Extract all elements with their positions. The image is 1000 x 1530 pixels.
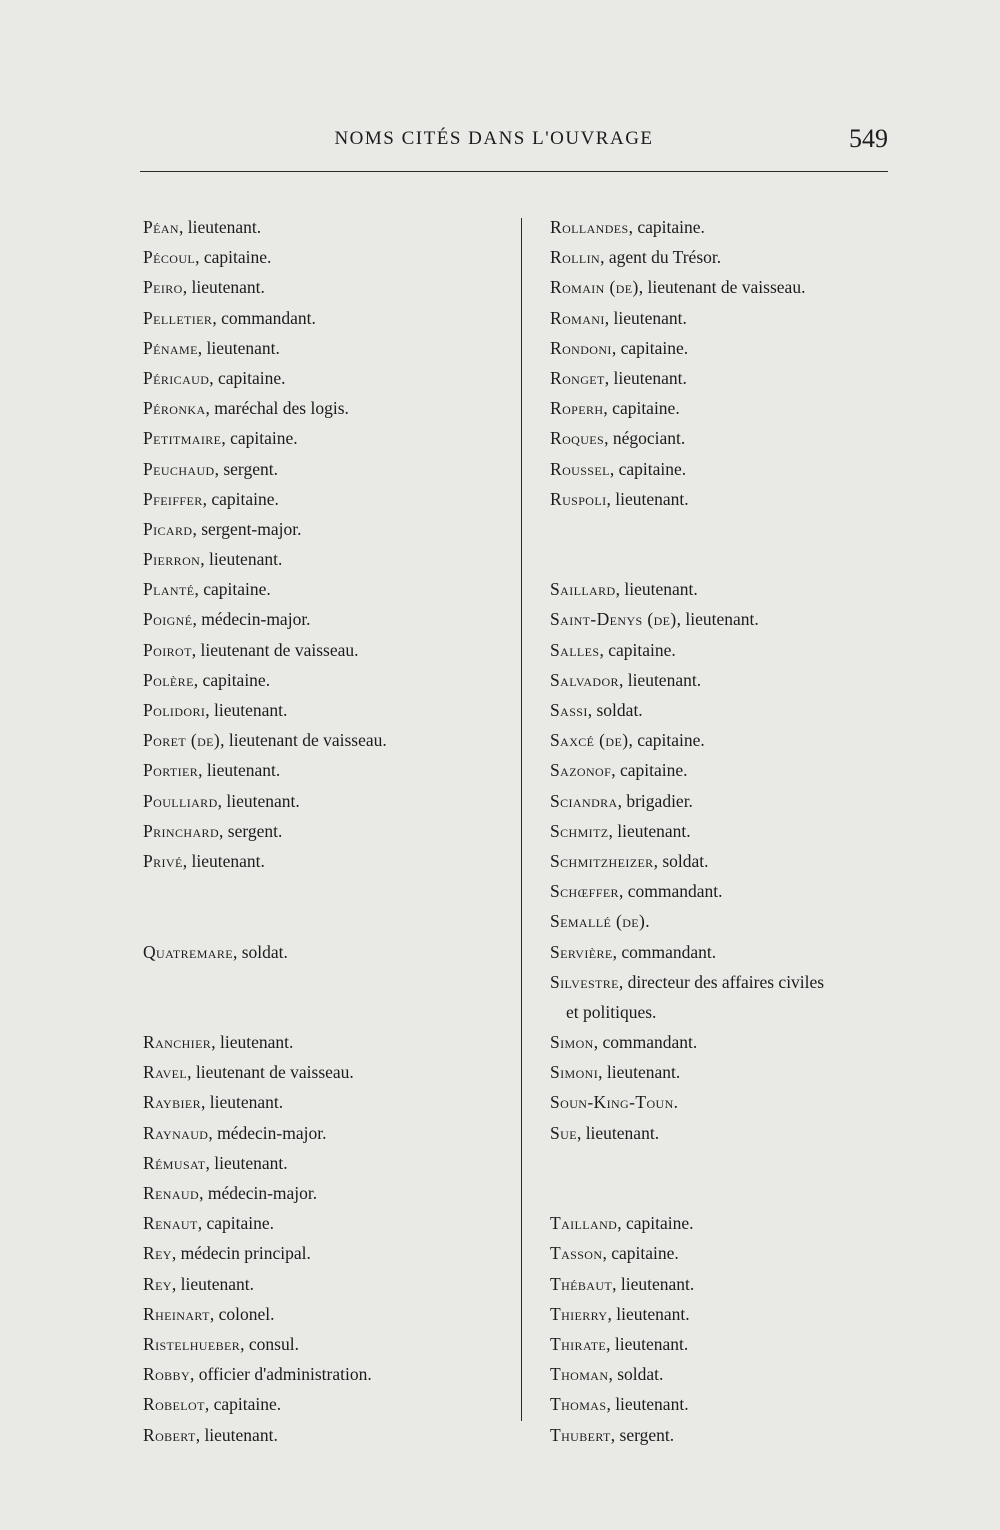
person-role: , négociant. [604, 428, 686, 449]
section-gap [550, 544, 910, 574]
list-item [143, 1178, 513, 1208]
person-name: Portier [143, 760, 199, 781]
list-item [143, 665, 513, 695]
person-role: , lieutenant. [598, 1062, 681, 1083]
list-item [143, 786, 513, 816]
person-name: Poulliard [143, 790, 218, 811]
list-item [143, 1238, 513, 1268]
list-item [550, 846, 910, 876]
list-item [550, 786, 910, 816]
person-name: Péronka [143, 398, 206, 419]
list-item [143, 1269, 513, 1299]
person-role: , sergent. [219, 820, 283, 841]
section-gap [143, 876, 513, 906]
list-item [550, 967, 910, 997]
list-item [143, 725, 513, 755]
person-name: Petitmaire [143, 428, 222, 449]
list-item [143, 1057, 513, 1087]
person-name: Poirot [143, 639, 192, 660]
person-name: Thierry [550, 1303, 608, 1324]
person-role: , lieutenant. [604, 307, 687, 328]
person-role: , lieutenant. [604, 367, 687, 388]
person-role: , médecin-major. [208, 1122, 327, 1143]
person-role: , commandant. [618, 881, 723, 902]
person-name: Privé [143, 850, 183, 871]
person-name: Péan [143, 217, 179, 237]
person-name: Thomas [550, 1394, 607, 1415]
person-role: , lieutenant. [182, 850, 265, 871]
person-name: Quatremare [143, 941, 233, 962]
person-role: , lieutenant. [612, 1273, 695, 1294]
running-title: NOMS CITÉS DANS L'OUVRAGE [334, 128, 654, 149]
person-role: , brigadier. [617, 790, 693, 811]
person-name: Thébaut [550, 1273, 613, 1294]
list-item [143, 1389, 513, 1419]
list-item [550, 755, 910, 785]
person-role: , lieutenant. [195, 1424, 278, 1445]
list-item [550, 1420, 910, 1450]
list-item [143, 454, 513, 484]
person-name: Poigné [143, 609, 193, 630]
person-name: Servière [550, 941, 613, 962]
list-item [143, 363, 513, 393]
person-name: Robby [143, 1364, 191, 1385]
list-item [143, 816, 513, 846]
list-item [143, 695, 513, 725]
person-role: , agent du Trésor. [600, 247, 722, 268]
person-name: Rémusat [143, 1152, 206, 1173]
person-name: Sciandra [550, 790, 618, 811]
person-name: Ristelhueber [143, 1333, 241, 1354]
person-role: , capitaine. [202, 488, 279, 509]
list-item [143, 272, 513, 302]
person-name: Tailland [550, 1213, 618, 1234]
list-item [550, 1027, 910, 1057]
person-role: , lieutenant. [606, 488, 689, 509]
list-item [550, 1118, 910, 1148]
list-item [550, 1359, 910, 1389]
section-gap [143, 967, 513, 997]
person-name: Rollin [550, 247, 601, 268]
person-name: Simon [550, 1032, 594, 1053]
person-name: Peiro [143, 277, 183, 298]
person-name: Ravel [143, 1062, 188, 1083]
list-item [550, 1389, 910, 1419]
person-name: Rey [143, 1273, 172, 1294]
person-role: , capitaine. [599, 639, 676, 660]
person-role: , capitaine. [609, 458, 687, 479]
person-role: , médecin-major. [199, 1183, 318, 1203]
person-name: Soun-King-Toun [550, 1092, 674, 1113]
person-role: , capitaine. [611, 337, 689, 358]
person-role: , sergent. [214, 458, 278, 479]
list-item [143, 1420, 513, 1450]
list-item [550, 242, 910, 272]
person-role: , capitaine. [611, 760, 688, 781]
list-item [550, 454, 910, 484]
person-name: Péname [143, 337, 198, 358]
person-name: Thubert [550, 1424, 611, 1445]
person-name: Salles [550, 639, 600, 660]
list-item [550, 363, 910, 393]
person-role: , capitaine. [204, 1394, 282, 1415]
header-rule [140, 171, 888, 172]
person-name: Planté [143, 579, 195, 600]
list-item [550, 665, 910, 695]
person-role: , capitaine. [628, 730, 705, 751]
person-name: Pelletier [143, 307, 213, 328]
list-item [143, 1299, 513, 1329]
person-role: , lieutenant. [171, 1273, 255, 1294]
person-role: , capitaine. [617, 1213, 694, 1234]
section-gap [143, 906, 513, 936]
person-name: Roques [550, 428, 605, 449]
list-item-continuation: et politiques. [566, 1001, 657, 1022]
list-item [550, 906, 910, 936]
person-name: Polidori [143, 700, 206, 720]
person-role: , sergent-major. [192, 518, 302, 539]
person-name: Robert [143, 1424, 196, 1445]
list-item [550, 1208, 910, 1238]
list-item [143, 846, 513, 876]
person-role: , lieutenant. [201, 1092, 284, 1113]
column-divider [521, 218, 522, 1421]
person-name: Renaud [143, 1183, 200, 1203]
person-role: , lieutenant. [618, 669, 702, 690]
person-role: , lieutenant. [205, 700, 288, 720]
person-role: , commandant. [212, 307, 316, 328]
list-item [550, 574, 910, 604]
list-item [143, 544, 513, 574]
person-role: , lieutenant de vaisseau. [220, 730, 387, 751]
list-item [143, 1087, 513, 1117]
person-role: , lieutenant. [576, 1122, 660, 1143]
person-role: , lieutenant. [179, 217, 262, 237]
list-item [143, 1148, 513, 1178]
person-role: , capitaine. [602, 1243, 679, 1264]
person-name: Rondoni [550, 337, 612, 358]
list-item [143, 937, 513, 967]
list-item [143, 333, 513, 363]
person-role: , lieutenant. [197, 337, 280, 358]
person-role: , médecin principal. [171, 1243, 311, 1264]
list-item [550, 333, 910, 363]
person-name: Pierron [143, 549, 201, 570]
page-number: 549 [849, 124, 888, 153]
person-name: Saxcé (de) [550, 730, 629, 751]
person-name: Princhard [143, 820, 220, 841]
list-item [550, 937, 910, 967]
list-item [143, 1118, 513, 1148]
person-role: , capitaine. [197, 1213, 275, 1234]
person-role: , soldat. [653, 850, 709, 871]
person-name: Roussel [550, 458, 610, 479]
person-role: , lieutenant. [200, 549, 283, 570]
person-role: , lieutenant de vaisseau. [191, 639, 359, 660]
person-role: , lieutenant. [606, 1394, 689, 1415]
section-gap [550, 1148, 910, 1178]
list-item [550, 1329, 910, 1359]
list-item [143, 1027, 513, 1057]
person-role: , directeur des affaires civiles [618, 971, 825, 992]
person-name: Schmitzheizer [550, 850, 654, 871]
list-item [143, 484, 513, 514]
list-item [550, 1299, 910, 1329]
list-item [143, 1208, 513, 1238]
person-name: Raynaud [143, 1122, 209, 1143]
person-role: , lieutenant de vaisseau. [187, 1062, 354, 1083]
person-name: Ranchier [143, 1032, 212, 1053]
person-role: , maréchal des logis. [205, 398, 349, 419]
person-name: Ronget [550, 367, 605, 388]
person-name: Romani [550, 307, 605, 328]
list-item [550, 1238, 910, 1268]
list-item [550, 303, 910, 333]
person-role: , soldat. [232, 941, 288, 962]
person-name: Saillard [550, 579, 616, 600]
list-item [550, 604, 910, 634]
person-name: Polère [143, 669, 194, 690]
person-role: , lieutenant. [676, 609, 759, 630]
person-role: , capitaine. [194, 579, 271, 600]
person-role: , capitaine. [195, 247, 272, 268]
right-name-column [550, 212, 910, 1450]
list-item [550, 725, 910, 755]
list-item [143, 635, 513, 665]
person-role: , lieutenant. [615, 579, 698, 600]
person-name: Raybier [143, 1092, 202, 1113]
list-item [550, 272, 910, 302]
person-name: Tasson [550, 1243, 603, 1264]
list-item [550, 1269, 910, 1299]
person-role: , consul. [240, 1333, 299, 1354]
section-gap [550, 1178, 910, 1208]
person-role: , capitaine. [221, 428, 298, 449]
person-name: Saint-Denys (de) [550, 609, 677, 630]
list-item [143, 212, 513, 242]
person-name: Roperh [550, 398, 604, 419]
person-role: , lieutenant. [608, 820, 691, 841]
person-role: , officier d'administration. [190, 1364, 372, 1385]
person-role: . [673, 1092, 679, 1113]
person-role: , commandant. [593, 1032, 698, 1053]
person-role: , lieutenant. [607, 1303, 690, 1324]
list-item [143, 1359, 513, 1389]
person-name: Sassi [550, 700, 588, 720]
list-item [143, 604, 513, 634]
person-name: Salvador [550, 669, 619, 690]
person-name: Robelot [143, 1394, 205, 1415]
section-gap [550, 514, 910, 544]
list-item [550, 484, 910, 514]
person-role: , lieutenant. [211, 1032, 294, 1053]
person-name: Romain (de) [550, 277, 639, 298]
person-role: , sergent. [610, 1424, 675, 1445]
section-gap [143, 997, 513, 1027]
list-item [550, 1087, 910, 1117]
person-role: , lieutenant. [198, 760, 281, 781]
list-item [143, 423, 513, 453]
list-item [143, 242, 513, 272]
person-name: Sazonof [550, 760, 612, 781]
list-item [550, 816, 910, 846]
person-name: Thirate [550, 1333, 607, 1354]
person-name: Simoni [550, 1062, 599, 1083]
list-item [550, 393, 910, 423]
person-name: Poret (de) [143, 730, 221, 751]
person-role: , lieutenant. [205, 1152, 288, 1173]
person-role: , lieutenant. [606, 1333, 689, 1354]
person-role: , soldat. [608, 1364, 664, 1385]
person-role: , capitaine. [603, 398, 680, 419]
person-role: , soldat. [587, 700, 643, 720]
list-item [550, 212, 910, 242]
person-role: , capitaine. [628, 217, 705, 237]
person-role: , capitaine. [193, 669, 271, 690]
person-role: , lieutenant. [217, 790, 300, 811]
left-name-column [143, 212, 513, 1450]
person-name: Sue [550, 1122, 577, 1143]
person-role: , colonel. [209, 1303, 275, 1324]
person-name: Schmitz [550, 820, 609, 841]
list-item [550, 635, 910, 665]
list-item [143, 393, 513, 423]
list-item [550, 1057, 910, 1087]
person-name: Schœffer [550, 881, 619, 902]
person-name: Picard [143, 518, 193, 539]
person-name: Thoman [550, 1364, 609, 1385]
person-name: Silvestre [550, 971, 619, 992]
person-role: , lieutenant. [182, 277, 265, 298]
person-role: . [645, 911, 650, 932]
list-item [143, 755, 513, 785]
person-name: Peuchaud [143, 458, 215, 479]
list-item [143, 514, 513, 544]
person-role: , lieutenant de vaisseau. [638, 277, 806, 298]
person-name: Rollandes [550, 217, 629, 237]
list-item [550, 876, 910, 906]
list-item [143, 303, 513, 333]
person-name: Péricaud [143, 367, 210, 388]
list-item [550, 423, 910, 453]
list-item [143, 1329, 513, 1359]
person-name: Semallé (de) [550, 911, 646, 932]
list-item [550, 695, 910, 725]
running-head [140, 124, 888, 154]
person-name: Rey [143, 1243, 172, 1264]
person-role: , médecin-major. [192, 609, 311, 630]
person-name: Rheinart [143, 1303, 210, 1324]
person-name: Pécoul [143, 247, 196, 268]
person-name: Pfeiffer [143, 488, 203, 509]
person-name: Renaut [143, 1213, 198, 1234]
person-name: Ruspoli [550, 488, 607, 509]
person-role: , capitaine. [209, 367, 286, 388]
person-role: , commandant. [612, 941, 717, 962]
list-item [143, 574, 513, 604]
